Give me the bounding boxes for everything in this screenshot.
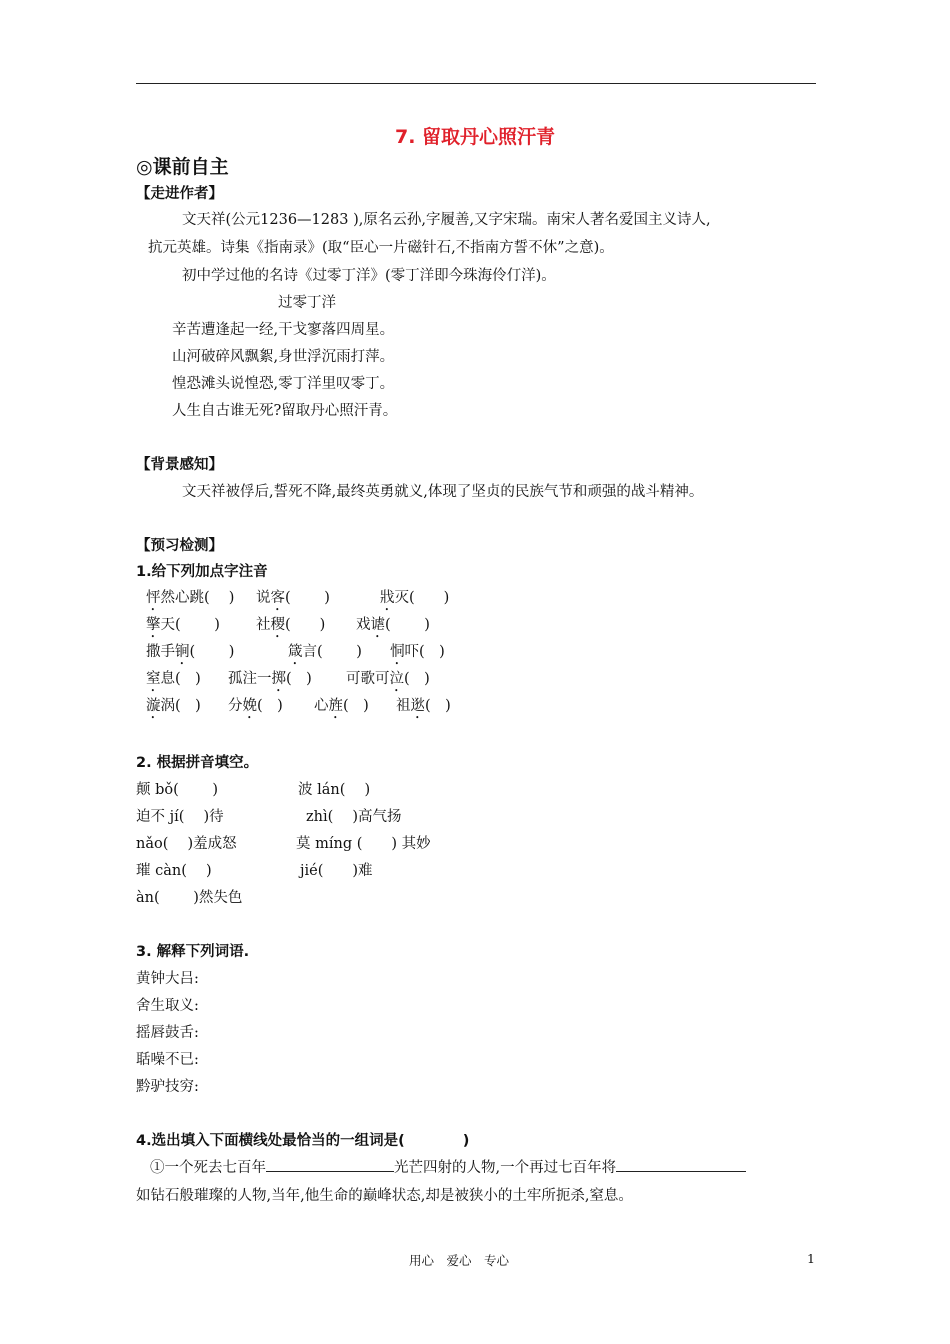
q1-item-text: ( ) <box>285 617 326 633</box>
q1-item <box>346 667 430 695</box>
q2-item: 迫不 jí( )待 <box>136 809 224 825</box>
q1-dotted-char: 戕 <box>380 590 395 606</box>
q1-item-text: ( ) <box>286 671 312 687</box>
q3-item: 舍生取义: <box>136 998 199 1014</box>
section-heading: ◎课前自主 <box>136 156 229 178</box>
poem-line: 辛苦遭逢起一经,干戈寥落四周星。 <box>172 322 395 338</box>
q1-item-text: ( ) <box>189 644 235 660</box>
q1-dotted-char: 谑 <box>370 617 385 633</box>
q1-item <box>228 694 283 722</box>
q1-item-text: 灭( ) <box>394 590 450 606</box>
poem-title: 过零丁洋 <box>278 295 336 311</box>
header-rule <box>136 83 816 84</box>
q1-dotted-char: 泣 <box>389 671 404 687</box>
page-title: 7. 留取丹心照汗青 <box>394 126 556 148</box>
q1-item <box>146 613 220 641</box>
q1-item-text: 天( ) <box>160 617 220 633</box>
q2-item: zhì( )高气扬 <box>306 809 402 825</box>
q3-item: 黄钟大吕: <box>136 971 199 987</box>
q1-item-text: 然心跳( ) <box>160 590 235 606</box>
q1-item-text: 孤注一 <box>228 671 272 687</box>
q2-item: àn( )然失色 <box>136 890 243 906</box>
q1-item <box>356 613 430 641</box>
q1-dotted-char: 娩 <box>242 698 257 714</box>
q1-item-text: ( ) <box>257 698 283 714</box>
q1-item-text: ( ) <box>404 671 430 687</box>
q2-item: 璀 càn( ) <box>136 863 212 879</box>
q1-dotted-char: 锏 <box>175 644 190 660</box>
author-header: 【走进作者】 <box>136 186 223 202</box>
q1-item-text: 息( ) <box>160 671 201 687</box>
q1-item <box>390 640 445 668</box>
q4-text: 光芒四射的人物,一个再过七百年将 <box>394 1160 617 1176</box>
author-para-line2: 抗元英雄。诗集《指南录》(取“臣心一片磁针石,不指南方誓不休”之意)。 <box>148 240 614 256</box>
poem-line: 人生自古谁无死?留取丹心照汗青。 <box>172 403 398 419</box>
q1-item-text: 可歌可 <box>346 671 390 687</box>
q1-title: 1.给下列加点字注音 <box>136 564 268 580</box>
q1-item-text: 吓( ) <box>404 644 445 660</box>
q1-item <box>396 694 451 722</box>
q3-item: 黔驴技穷: <box>136 1079 199 1095</box>
q1-item-text: 撒手 <box>146 644 175 660</box>
background-header: 【背景感知】 <box>136 457 223 473</box>
q3-item: 摇唇鼓舌: <box>136 1025 199 1041</box>
q1-item-text: 戏 <box>356 617 371 633</box>
q1-dotted-char: 掷 <box>271 671 286 687</box>
q1-item-text: 祖 <box>396 698 411 714</box>
q1-dotted-char: 稷 <box>270 617 285 633</box>
q2-title: 2. 根据拼音填空。 <box>136 755 259 771</box>
author-para-line1: 文天祥(公元1236—1283 ),原名云孙,字履善,又字宋瑞。南宋人著名爱国主义诗人, <box>182 212 711 228</box>
q1-item-text: 涡( ) <box>160 698 201 714</box>
footer-motto: 用心 爱心 专心 <box>409 1253 510 1268</box>
q4-blank[interactable] <box>616 1156 746 1172</box>
q1-item-text: 言( ) <box>302 644 362 660</box>
q1-dotted-char: 逖 <box>410 698 425 714</box>
q3-item: 聒噪不已: <box>136 1052 199 1068</box>
background-text: 文天祥被俘后,誓死不降,最终英勇就义,体现了坚贞的民族气节和顽强的战斗精神。 <box>182 484 704 500</box>
q1-item <box>146 640 234 668</box>
q1-item <box>256 586 330 614</box>
q1-item <box>314 694 369 722</box>
q1-item-text: 心 <box>314 698 329 714</box>
q4-line1 <box>150 1156 746 1177</box>
q1-item <box>146 586 234 614</box>
q1-item <box>146 694 201 722</box>
q1-item <box>146 667 201 695</box>
q4-line2: 如钻石般璀璨的人物,当年,他生命的巅峰状态,却是被狭小的土牢所扼杀,窒息。 <box>136 1188 633 1204</box>
q4-text: ①一个死去七百年 <box>150 1160 266 1176</box>
q1-dotted-char: 恫 <box>390 644 405 660</box>
q1-item-text: 说 <box>256 590 271 606</box>
poem-line: 山河破碎风飘絮,身世浮沉雨打萍。 <box>172 349 395 365</box>
q2-item: nǎo( )羞成怒 <box>136 836 237 852</box>
q1-dotted-char: 窒 <box>146 671 161 687</box>
poem-line: 惶恐滩头说惶恐,零丁洋里叹零丁。 <box>172 376 395 392</box>
preview-header: 【预习检测】 <box>136 538 223 554</box>
page-number: 1 <box>807 1251 815 1266</box>
q1-dotted-char: 擎 <box>146 617 161 633</box>
q4-blank[interactable] <box>266 1156 394 1172</box>
q1-item <box>228 667 312 695</box>
q1-item-text: ( ) <box>343 698 369 714</box>
q1-item-text: ( ) <box>285 590 330 606</box>
q2-item: 颠 bǒ( ) <box>136 782 219 798</box>
q2-item: 波 lán( ) <box>298 782 371 798</box>
q1-dotted-char: 漩 <box>146 698 161 714</box>
q2-item: jié( )难 <box>300 863 373 879</box>
q1-item-text: ( ) <box>425 698 451 714</box>
q1-item <box>256 613 325 641</box>
author-para2: 初中学过他的名诗《过零丁洋》(零丁洋即今珠海伶仃洋)。 <box>182 268 556 284</box>
q1-item <box>288 640 362 668</box>
q4-title: 4.选出填入下面横线处最恰当的一组词是( ) <box>136 1133 470 1149</box>
q1-item-text: ( ) <box>385 617 430 633</box>
q1-dotted-char: 旌 <box>328 698 343 714</box>
q2-item: 莫 míng ( ) 其妙 <box>296 836 431 852</box>
q1-item-text: 分 <box>228 698 243 714</box>
q1-dotted-char: 客 <box>270 590 285 606</box>
q1-item <box>380 586 449 614</box>
q3-title: 3. 解释下列词语. <box>136 944 250 960</box>
q1-dotted-char: 箴 <box>288 644 303 660</box>
q1-dotted-char: 怦 <box>146 590 161 606</box>
q1-item-text: 社 <box>256 617 271 633</box>
